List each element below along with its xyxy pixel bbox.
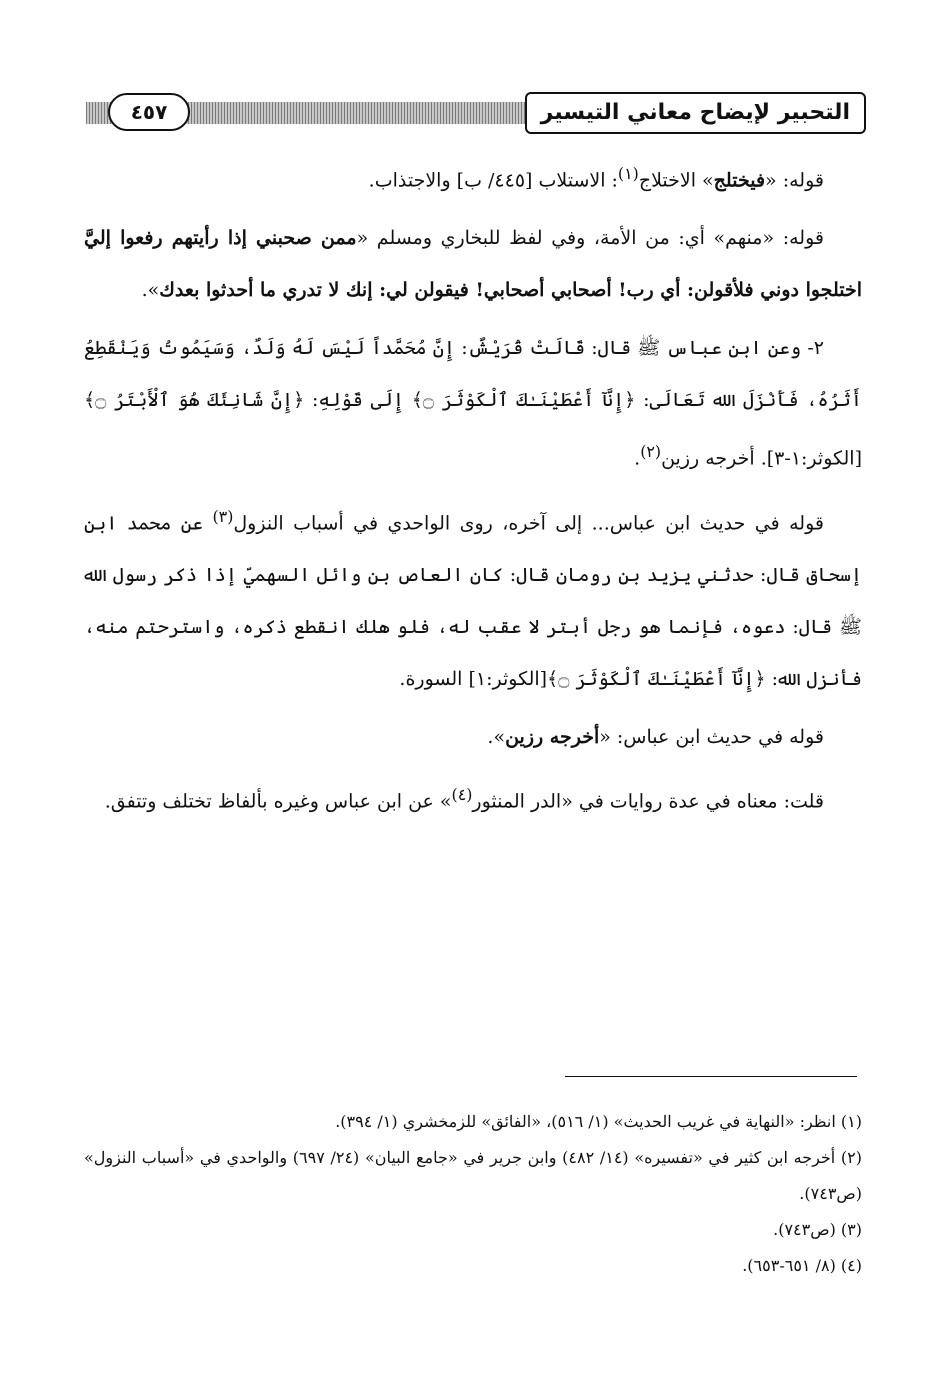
footnote-4: (٤) (٨/ ٦٥١-٦٥٣).	[742, 1256, 862, 1275]
footnote-3: (٣) (ص٧٤٣).	[773, 1220, 862, 1239]
footnote-ref: (٤)	[451, 784, 473, 804]
text-run: قوله: «	[765, 169, 824, 192]
footnote-ref: (١)	[617, 164, 639, 183]
paragraph-2	[84, 212, 862, 316]
footnote-ref: (٢)	[640, 442, 662, 462]
text-run: » الاختلاج	[638, 169, 714, 192]
paragraph-5	[84, 711, 862, 763]
text-run: ».	[487, 725, 506, 748]
main-text	[84, 148, 862, 833]
book-title: التحبير لإيضاح معاني التيسير	[525, 92, 866, 134]
text-run: .	[634, 447, 641, 470]
paragraph-4	[84, 491, 862, 705]
text-run: » عن ابن عباس وغيره بألفاظ تختلف وتتفق.	[104, 790, 452, 813]
page-number: ٤٥٧	[108, 93, 190, 131]
bold-hadith-quote: ممن صحبني إذا رأيتهم رفعوا إليَّ اختلجوا دوني فلأقولن: أي رب! أصحابي أصحابي! فيقولن لي: إنك لا تدري ما أحدثوا بعدك	[84, 227, 862, 302]
footnote-2: (٢) أخرجه ابن كثير في «تفسيره» (١٤/ ٤٨٢) وابن جرير في «جامع البيان» (٢٤/ ٦٩٧) والواحدي في «أسباب النزول» (ص٧٤٣).	[84, 1148, 862, 1203]
text-run: عن محمد ابن إسحاق قال: حدثني يزيد بن رومان قال: كان العاص بن وائل السهميّ إذا ذكر رسول الله ﷺ قال: دعوه، فإنما هو رجل أبتر لا عقب له، فلو هلك انقطع ذكره، واسترحتم منه، فأنزل الله: ﴿إِنَّآ أَعْطَيْنَـٰكَ ٱلْكَوْثَرَ ۝﴾[الكوثر:١] السورة.	[84, 511, 862, 690]
text-run: قوله في حديث ابن عباس: «	[599, 725, 824, 748]
text-run: [الكوثر:١-٣]. أخرجه رزين	[661, 447, 862, 470]
footnote-separator	[565, 1076, 857, 1077]
hadith-text: ٢- وعن ابن عباس ﷺ قال: قَالَتْ قُرَيْشٌ: إِنَّ مُحَمَّداً لَيْسَ لَهُ وَلَدٌ، وَسَيَمُوتُ وَيَنْقَطِعُ أَثَرُهُ، فَأَنْزَلَ الله تَعَالَى: ﴿إِنَّآ أَعْطَيْنَـٰكَ ٱلْكَوْثَرَ ۝﴾ إِلَى قَوْلِهِ: ﴿إِنَّ شَانِئَكَ هُوَ ٱلْأَبْتَرُ ۝﴾	[84, 337, 862, 412]
text-run: ».	[141, 279, 160, 302]
footnotes	[84, 1104, 862, 1284]
text-run: قوله: «منهم» أي: من الأمة، وفي لفظ للبخاري ومسلم «	[356, 227, 824, 250]
text-run: : الاستلاب [٤٤٥/ ب] والاجتذاب.	[368, 169, 618, 192]
text-run: قوله في حديث ابن عباس... إلى آخره، روى الواحدي في أسباب النزول	[233, 511, 824, 534]
text-run: قلت: معناه في عدة روايات في «الدر المنثور	[472, 790, 824, 813]
footnote-1: (١) انظر: «النهاية في غريب الحديث» (١/ ٥١٦)، «الفائق» للزمخشري (١/ ٣٩٤).	[335, 1112, 862, 1131]
bold-term: فيختلج	[713, 169, 766, 192]
page-header	[86, 92, 866, 140]
paragraph-hadith-2	[84, 322, 862, 484]
paragraph-6	[84, 769, 862, 827]
bold-term: أخرجه رزين	[505, 725, 600, 748]
paragraph-1	[84, 148, 862, 206]
footnote-ref: (٣)	[212, 506, 234, 526]
